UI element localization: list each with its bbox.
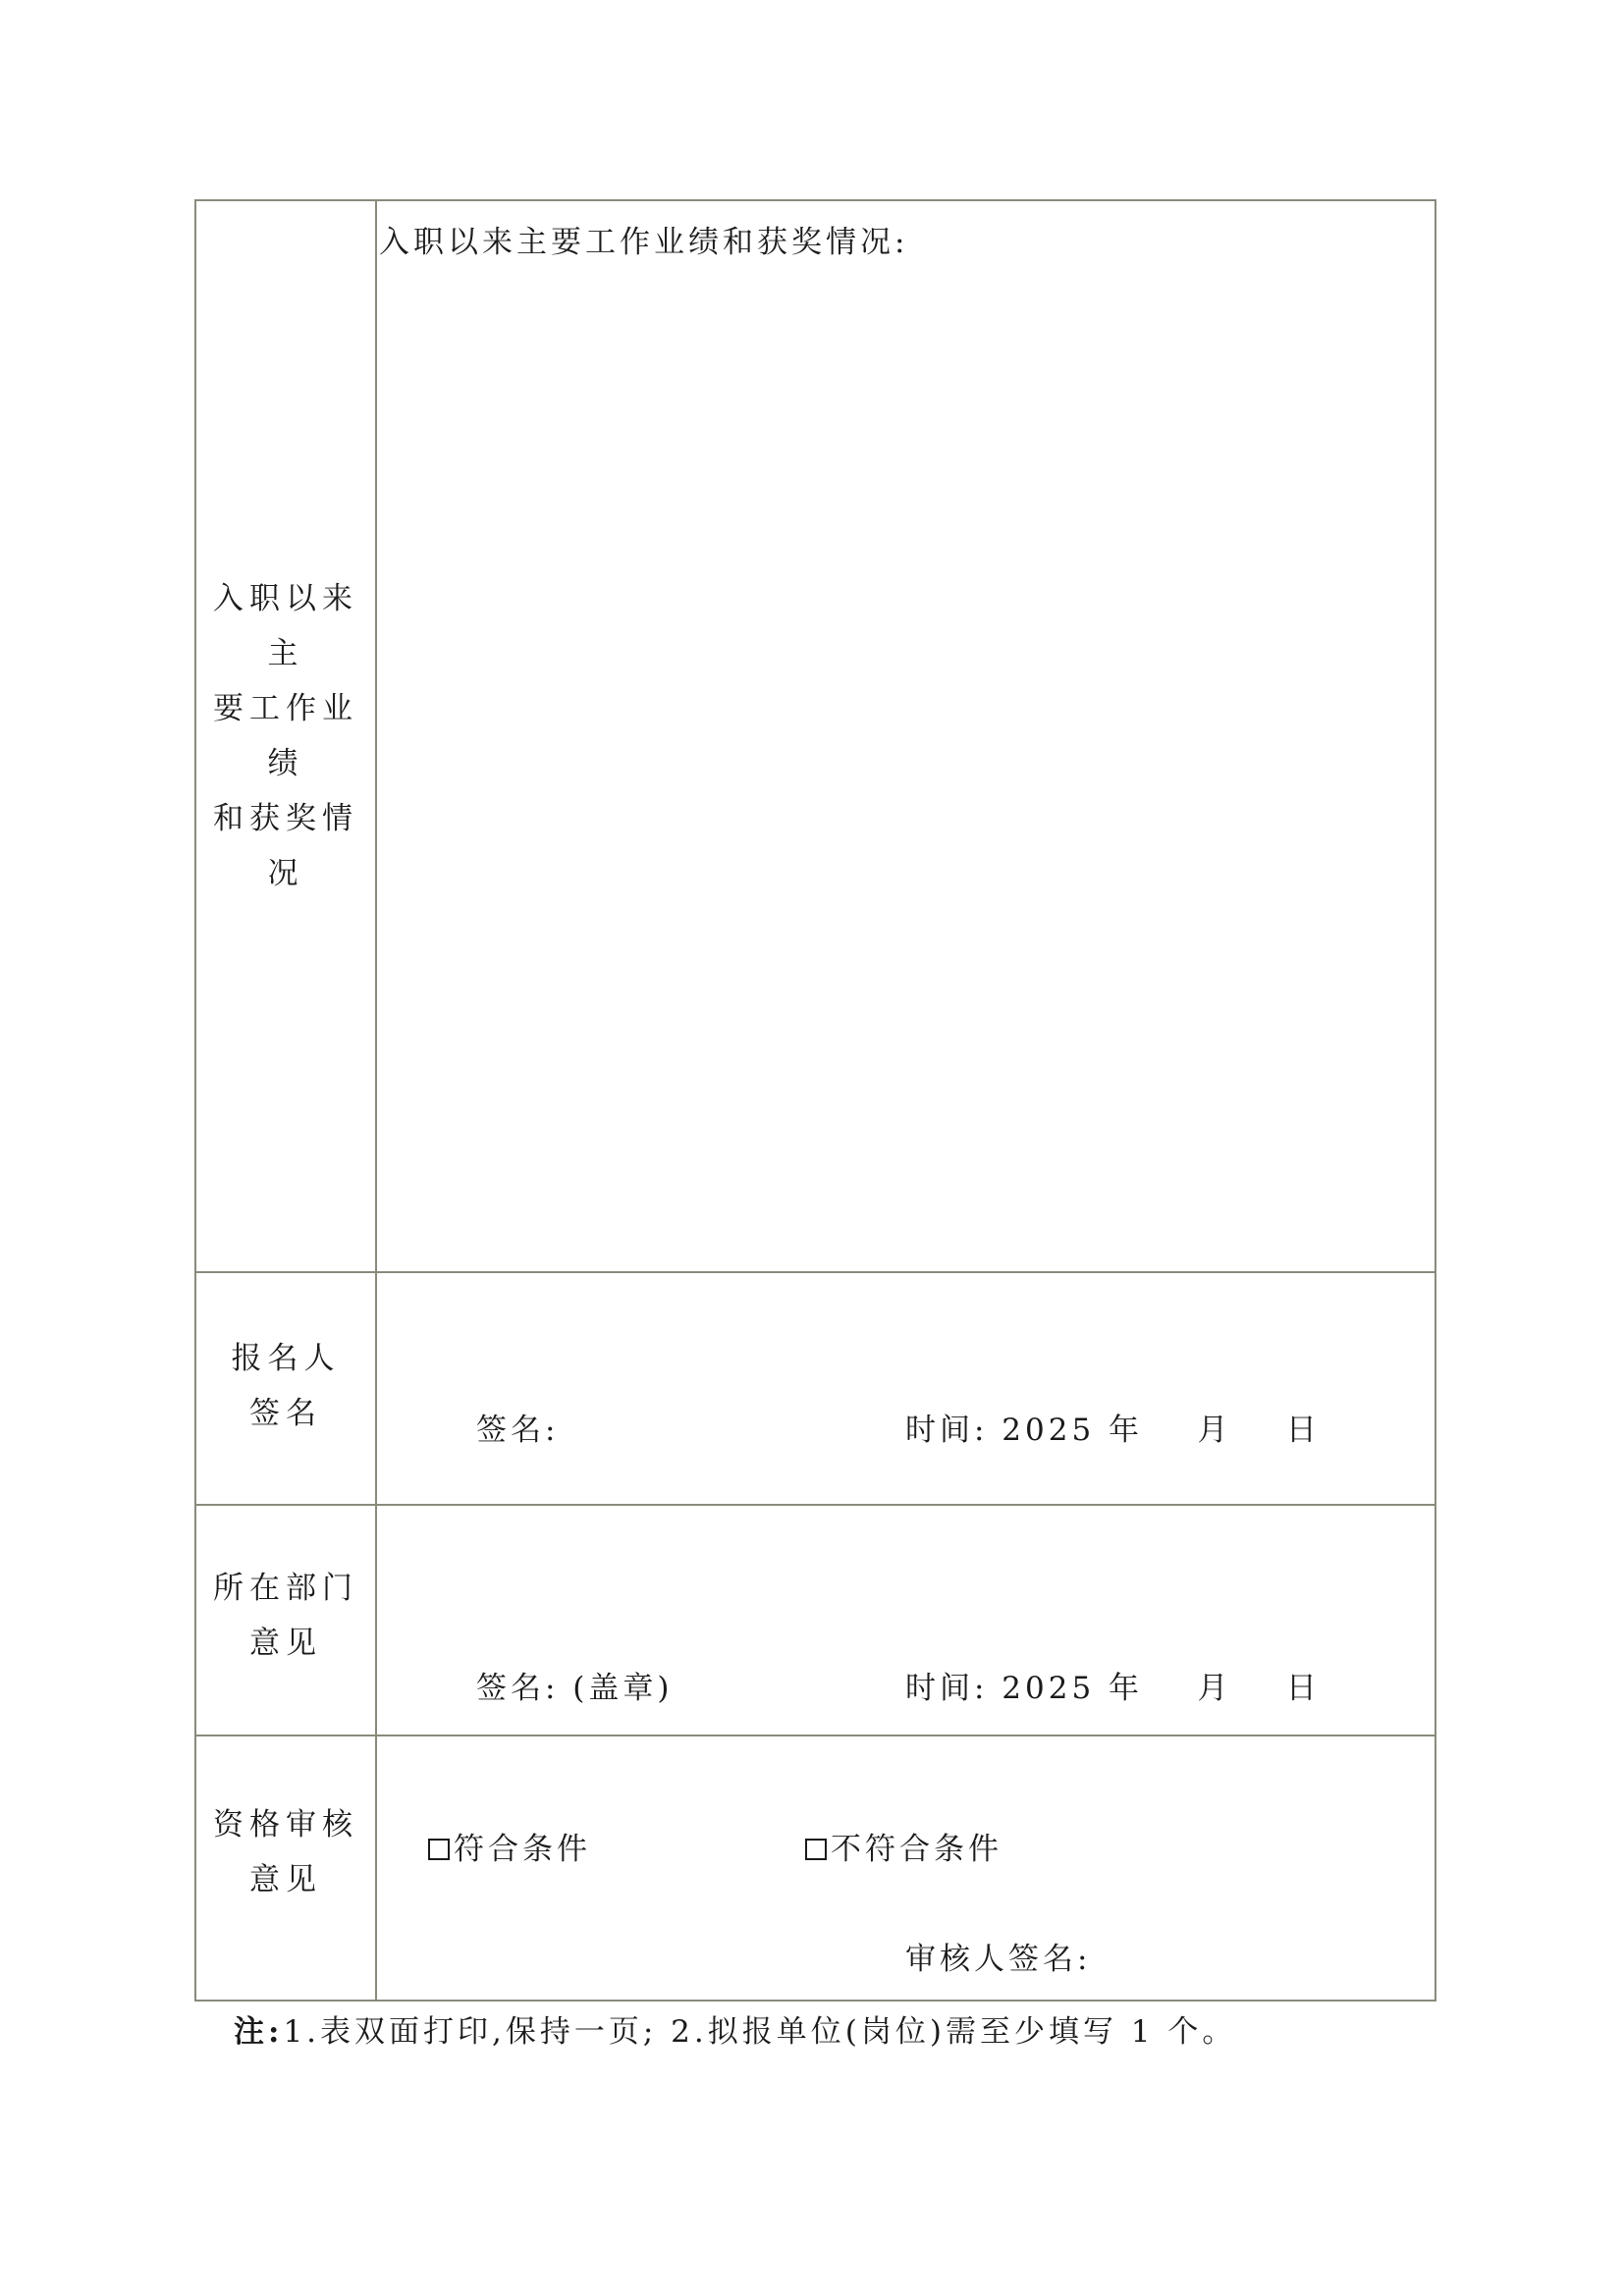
registration-form-table (194, 199, 1436, 2002)
eligible-checkbox[interactable] (428, 1839, 450, 1860)
label-column-divider (375, 201, 377, 2000)
achievements-label (196, 201, 375, 1271)
achievements-content-area[interactable] (379, 270, 1431, 1261)
applicant-date-field[interactable]: 时间: 2025 年 月 日 (905, 1413, 1321, 1448)
row-divider (196, 1735, 1435, 1736)
applicant-signature-label (196, 1273, 375, 1504)
footnote-prefix: 注: (234, 2014, 284, 2050)
reviewer-sign-field[interactable]: 审核人签名: (905, 1942, 1092, 1977)
eligible-option-label: 符合条件 (454, 1832, 591, 1867)
applicant-signature-label-line: 签名 (249, 1395, 322, 1431)
ineligible-option-label: 不符合条件 (831, 1832, 1002, 1867)
department-sign-field[interactable]: 签名: (盖章) (476, 1671, 674, 1706)
achievements-label-line: 要工作业绩 (213, 691, 358, 781)
department-opinion-label-line: 意见 (249, 1625, 322, 1661)
qualification-review-label (196, 1736, 375, 2002)
ineligible-checkbox[interactable] (805, 1839, 827, 1860)
ineligible-option[interactable] (805, 1824, 1002, 1868)
achievements-label-line: 和获奖情况 (213, 801, 358, 891)
footnote-text: 1.表双面打印,保持一页; 2.拟报单位(岗位)需至少填写 1 个。 (283, 2014, 1237, 2050)
achievements-label-line: 入职以来主 (213, 581, 358, 671)
qualification-review-label-line: 意见 (249, 1862, 322, 1897)
applicant-sign-field[interactable]: 签名: (476, 1413, 560, 1448)
qualification-review-label-line: 资格审核 (213, 1807, 358, 1842)
applicant-signature-label-line: 报名人 (231, 1340, 341, 1376)
row-divider (196, 1271, 1435, 1273)
footnote (234, 2006, 1236, 2051)
department-opinion-label-line: 所在部门 (213, 1570, 358, 1606)
eligible-option[interactable] (428, 1824, 591, 1868)
achievements-heading: 入职以来主要工作业绩和获奖情况: (379, 225, 909, 260)
row-divider (196, 1504, 1435, 1506)
department-opinion-label (196, 1506, 375, 1735)
department-date-field[interactable]: 时间: 2025 年 月 日 (905, 1671, 1321, 1706)
